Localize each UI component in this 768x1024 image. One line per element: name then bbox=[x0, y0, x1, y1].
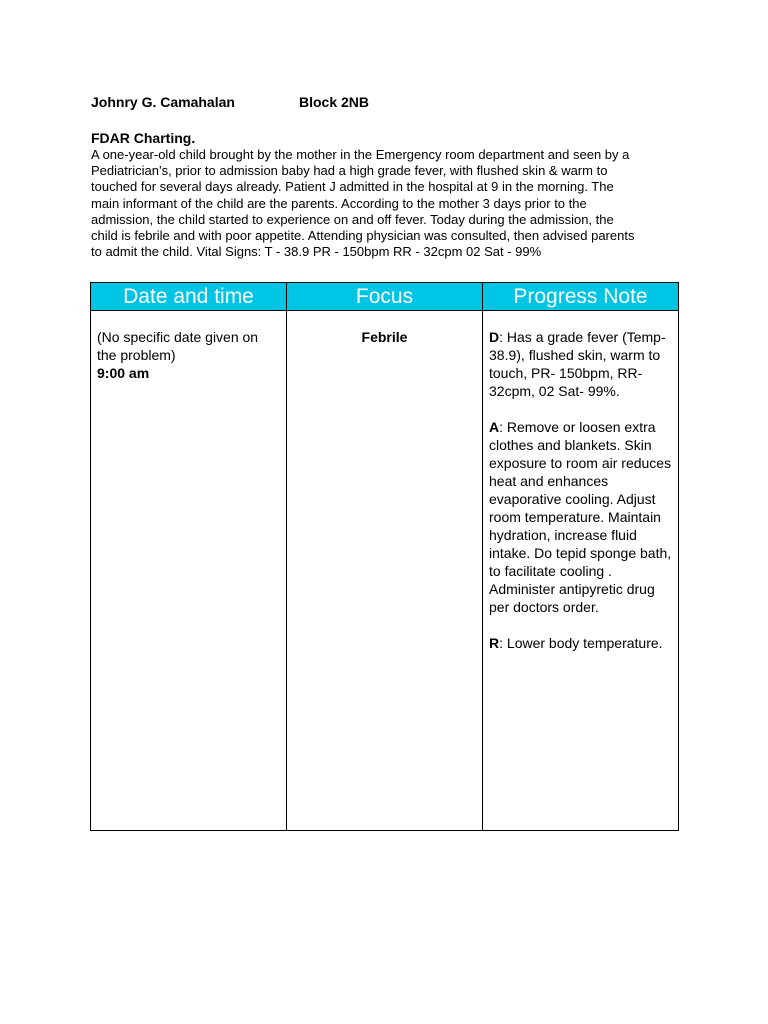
note-label: D bbox=[489, 329, 500, 345]
case-description-line: child is febrile and with poor appetite. Attending physician was consulted, then advised parents bbox=[91, 228, 635, 244]
table-header-row bbox=[91, 283, 679, 311]
column-header-date-time: Date and time bbox=[91, 283, 287, 311]
note-response bbox=[489, 634, 672, 652]
note-text: : Lower body temperature. bbox=[499, 635, 663, 651]
case-description-line: touched for several days already. Patient J admitted in the hospital at 9 in the morning. The bbox=[91, 179, 614, 195]
student-name: Johnry G. Camahalan bbox=[91, 94, 235, 110]
fdar-table bbox=[90, 282, 679, 831]
case-description bbox=[91, 147, 681, 260]
date-text: (No specific date given on the problem) bbox=[97, 329, 259, 363]
note-action bbox=[489, 418, 672, 616]
case-description-line: main informant of the child are the parents. According to the mother 3 days prior to the bbox=[91, 195, 587, 211]
column-header-progress-note: Progress Note bbox=[483, 283, 679, 311]
focus-cell: Febrile bbox=[287, 311, 483, 831]
case-description-line: admission, the child started to experience on and off fever. Today during the admission, the bbox=[91, 211, 614, 227]
case-description-line: Pediatrician’s, prior to admission baby had a high grade fever, with flushed skin & warm to bbox=[91, 163, 608, 179]
date-time-cell bbox=[91, 311, 287, 831]
table-row bbox=[91, 311, 679, 831]
column-header-focus: Focus bbox=[287, 283, 483, 311]
note-label: R bbox=[489, 635, 500, 651]
note-data bbox=[489, 328, 672, 400]
block-label: Block 2NB bbox=[299, 94, 370, 110]
note-text: : Has a grade fever (Temp-38.9), flushed skin, warm to touch, PR- 150bpm, RR- 32cpm, 02 Sat- 99%. bbox=[489, 329, 666, 399]
note-label: A bbox=[489, 419, 500, 435]
header-line bbox=[91, 94, 370, 110]
progress-note-cell bbox=[483, 311, 679, 831]
case-description-line: to admit the child. Vital Signs: T - 38.9 PR - 150bpm RR - 32cpm 02 Sat - 99% bbox=[91, 244, 542, 260]
note-text: : Remove or loosen extra clothes and blankets. Skin exposure to room air reduces heat and enhances evaporative cooling. Adjust room temperature. Maintain hydration, increase fluid intake. Do tepid sponge bath, to facilitate cooling . Administer antipyretic drug per doctors order. bbox=[489, 419, 672, 615]
case-description-line: A one-year-old child brought by the mother in the Emergency room department and seen by a bbox=[91, 147, 630, 162]
section-title: FDAR Charting. bbox=[91, 130, 196, 146]
time-text: 9:00 am bbox=[97, 365, 150, 381]
